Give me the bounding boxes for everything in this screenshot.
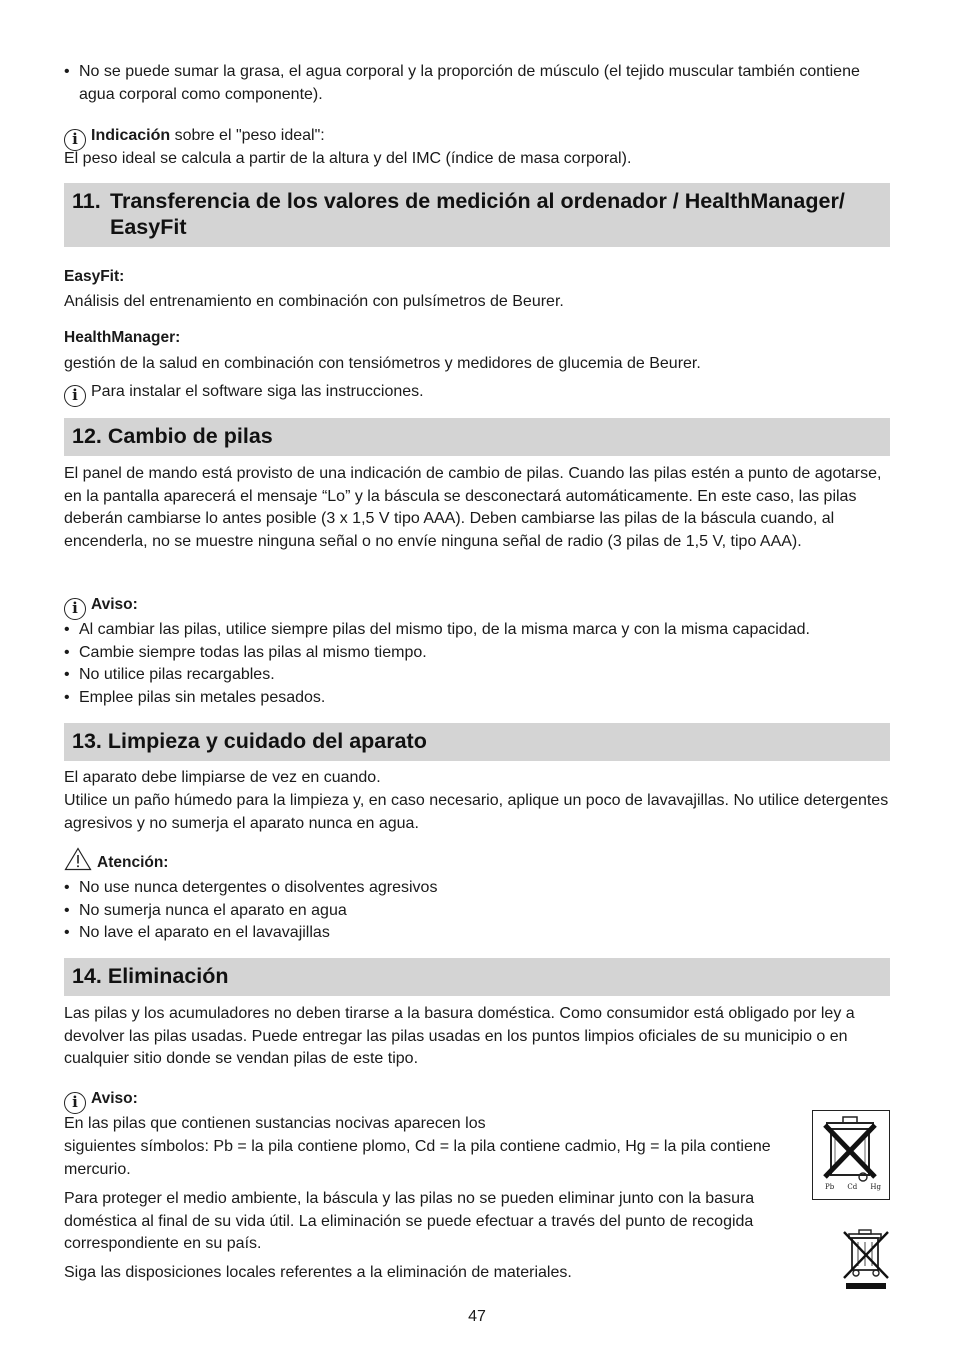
- symbol-label-pb: Pb: [825, 1183, 835, 1191]
- cleaning-atencion: [64, 847, 890, 875]
- intro-bullet: [64, 61, 890, 106]
- weee-bin-icon: [840, 1228, 892, 1290]
- list-item: • No lave el aparato en el lavavajillas: [64, 924, 330, 941]
- symbol-label-hg: Hg: [870, 1183, 881, 1191]
- note-label: Indicación: [91, 127, 171, 144]
- info-icon: i: [64, 129, 86, 151]
- list-item: • No utilice pilas recargables.: [64, 666, 275, 683]
- disposal-line-b: siguientes símbolos: Pb = la pila contiene plomo, Cd = la pila contiene cadmio, Hg = la pila contiene mercurio.: [64, 1138, 771, 1178]
- easyfit-label: EasyFit:: [64, 268, 125, 285]
- disposal-paragraph: Las pilas y los acumuladores no deben tirarse a la basura doméstica. Como consumidor está obligado por ley a devolver las pilas usadas. Puede entregar las pilas usadas en los puntos limpios oficiales de su municipio o en cualquier sitio donde se vendan pilas de este tipo.: [64, 1005, 855, 1067]
- disposal-aviso: [64, 1088, 890, 1114]
- note-label-rest: sobre el "peso ideal":: [170, 127, 325, 144]
- aviso-label: Aviso:: [91, 596, 138, 613]
- section-13-header: 13. Limpieza y cuidado del aparato: [64, 723, 890, 761]
- section-11-number: 11.: [72, 189, 101, 213]
- section-11-header: [64, 183, 890, 247]
- list-item: • No sumerja nunca el aparato en agua: [64, 901, 347, 919]
- list-item: • Cambie siempre todas las pilas al mismo tiempo.: [64, 643, 427, 661]
- battery-paragraph: El panel de mando está provisto de una indicación de cambio de pilas. Cuando las pilas estén a punto de agotarse, en la pantalla aparecerá el mensaje “Lo” y la báscula se desconectará automáticamente. En este caso, las pilas deberán cambiarse lo antes posible (3 x 1,5 V tipo AAA). Deben cambiarse las pilas de la báscula cuando, al encenderla, no se muestre ninguna señal o no envíe ninguna señal de radio (3 pilas de 1,5 V, tipo AAA).: [64, 465, 882, 550]
- section-12-header: 12. Cambio de pilas: [64, 418, 890, 456]
- healthmanager-text: gestión de la salud en combinación con tensiómetros y medidores de glucemia de Beurer.: [64, 355, 701, 372]
- aviso-label: Aviso:: [91, 1090, 138, 1107]
- list-item: • Al cambiar las pilas, utilice siempre pilas del mismo tipo, de la misma marca y con la misma capacidad.: [64, 621, 810, 638]
- info-icon: i: [64, 1092, 86, 1114]
- easyfit-text: Análisis del entrenamiento en combinación con pulsímetros de Beurer.: [64, 293, 564, 310]
- disposal-line-a: En las pilas que contienen sustancias nocivas aparecen los: [64, 1115, 486, 1132]
- intro-bullet-text: No se puede sumar la grasa, el agua corporal y la proporción de músculo (el tejido muscular también contiene agua corporal como componente).: [79, 63, 860, 103]
- software-note-text: Para instalar el software siga las instrucciones.: [91, 383, 424, 400]
- list-item: • No use nunca detergentes o disolventes agresivos: [64, 879, 438, 896]
- list-item: • Emplee pilas sin metales pesados.: [64, 688, 326, 706]
- atencion-label: Atención:: [97, 854, 169, 871]
- disposal-paragraph-2: Para proteger el medio ambiente, la báscula y las pilas no se pueden eliminar junto con la basura doméstica al final de su vida útil. La eliminación se puede efectuar a través del punto de recogida correspondiente en su país.: [64, 1190, 755, 1252]
- cleaning-bullets: [64, 877, 890, 945]
- section-11-title: Transferencia de los valores de medición al ordenador / HealthManager/ EasyFit: [110, 189, 845, 239]
- cleaning-line-1: El aparato debe limpiarse de vez en cuando.: [64, 769, 381, 786]
- page-number: 47: [468, 1308, 486, 1325]
- symbol-labels: [825, 1183, 881, 1191]
- battery-bullets: [64, 619, 890, 709]
- cleaning-line-2: Utilice un paño húmedo para la limpieza y, en caso necesario, aplique un poco de lavavajillas. No utilice detergentes agresivos y no sumerja el aparato nunca en agua.: [64, 792, 889, 832]
- disposal-paragraph-3: Siga las disposiciones locales referentes a la eliminación de materiales.: [64, 1264, 572, 1281]
- battery-disposal-symbol: [812, 1110, 890, 1200]
- section-14-header: 14. Eliminación: [64, 958, 890, 996]
- warning-icon: [64, 847, 92, 871]
- info-icon: i: [64, 385, 86, 407]
- battery-aviso: [64, 594, 890, 620]
- info-icon: i: [64, 598, 86, 620]
- healthmanager-label: HealthManager:: [64, 329, 181, 346]
- ideal-weight-text: El peso ideal se calcula a partir de la altura y del IMC (índice de masa corporal).: [64, 150, 632, 167]
- bullet-dot: •: [64, 63, 70, 80]
- software-note: [64, 381, 890, 407]
- symbol-label-cd: Cd: [847, 1183, 858, 1191]
